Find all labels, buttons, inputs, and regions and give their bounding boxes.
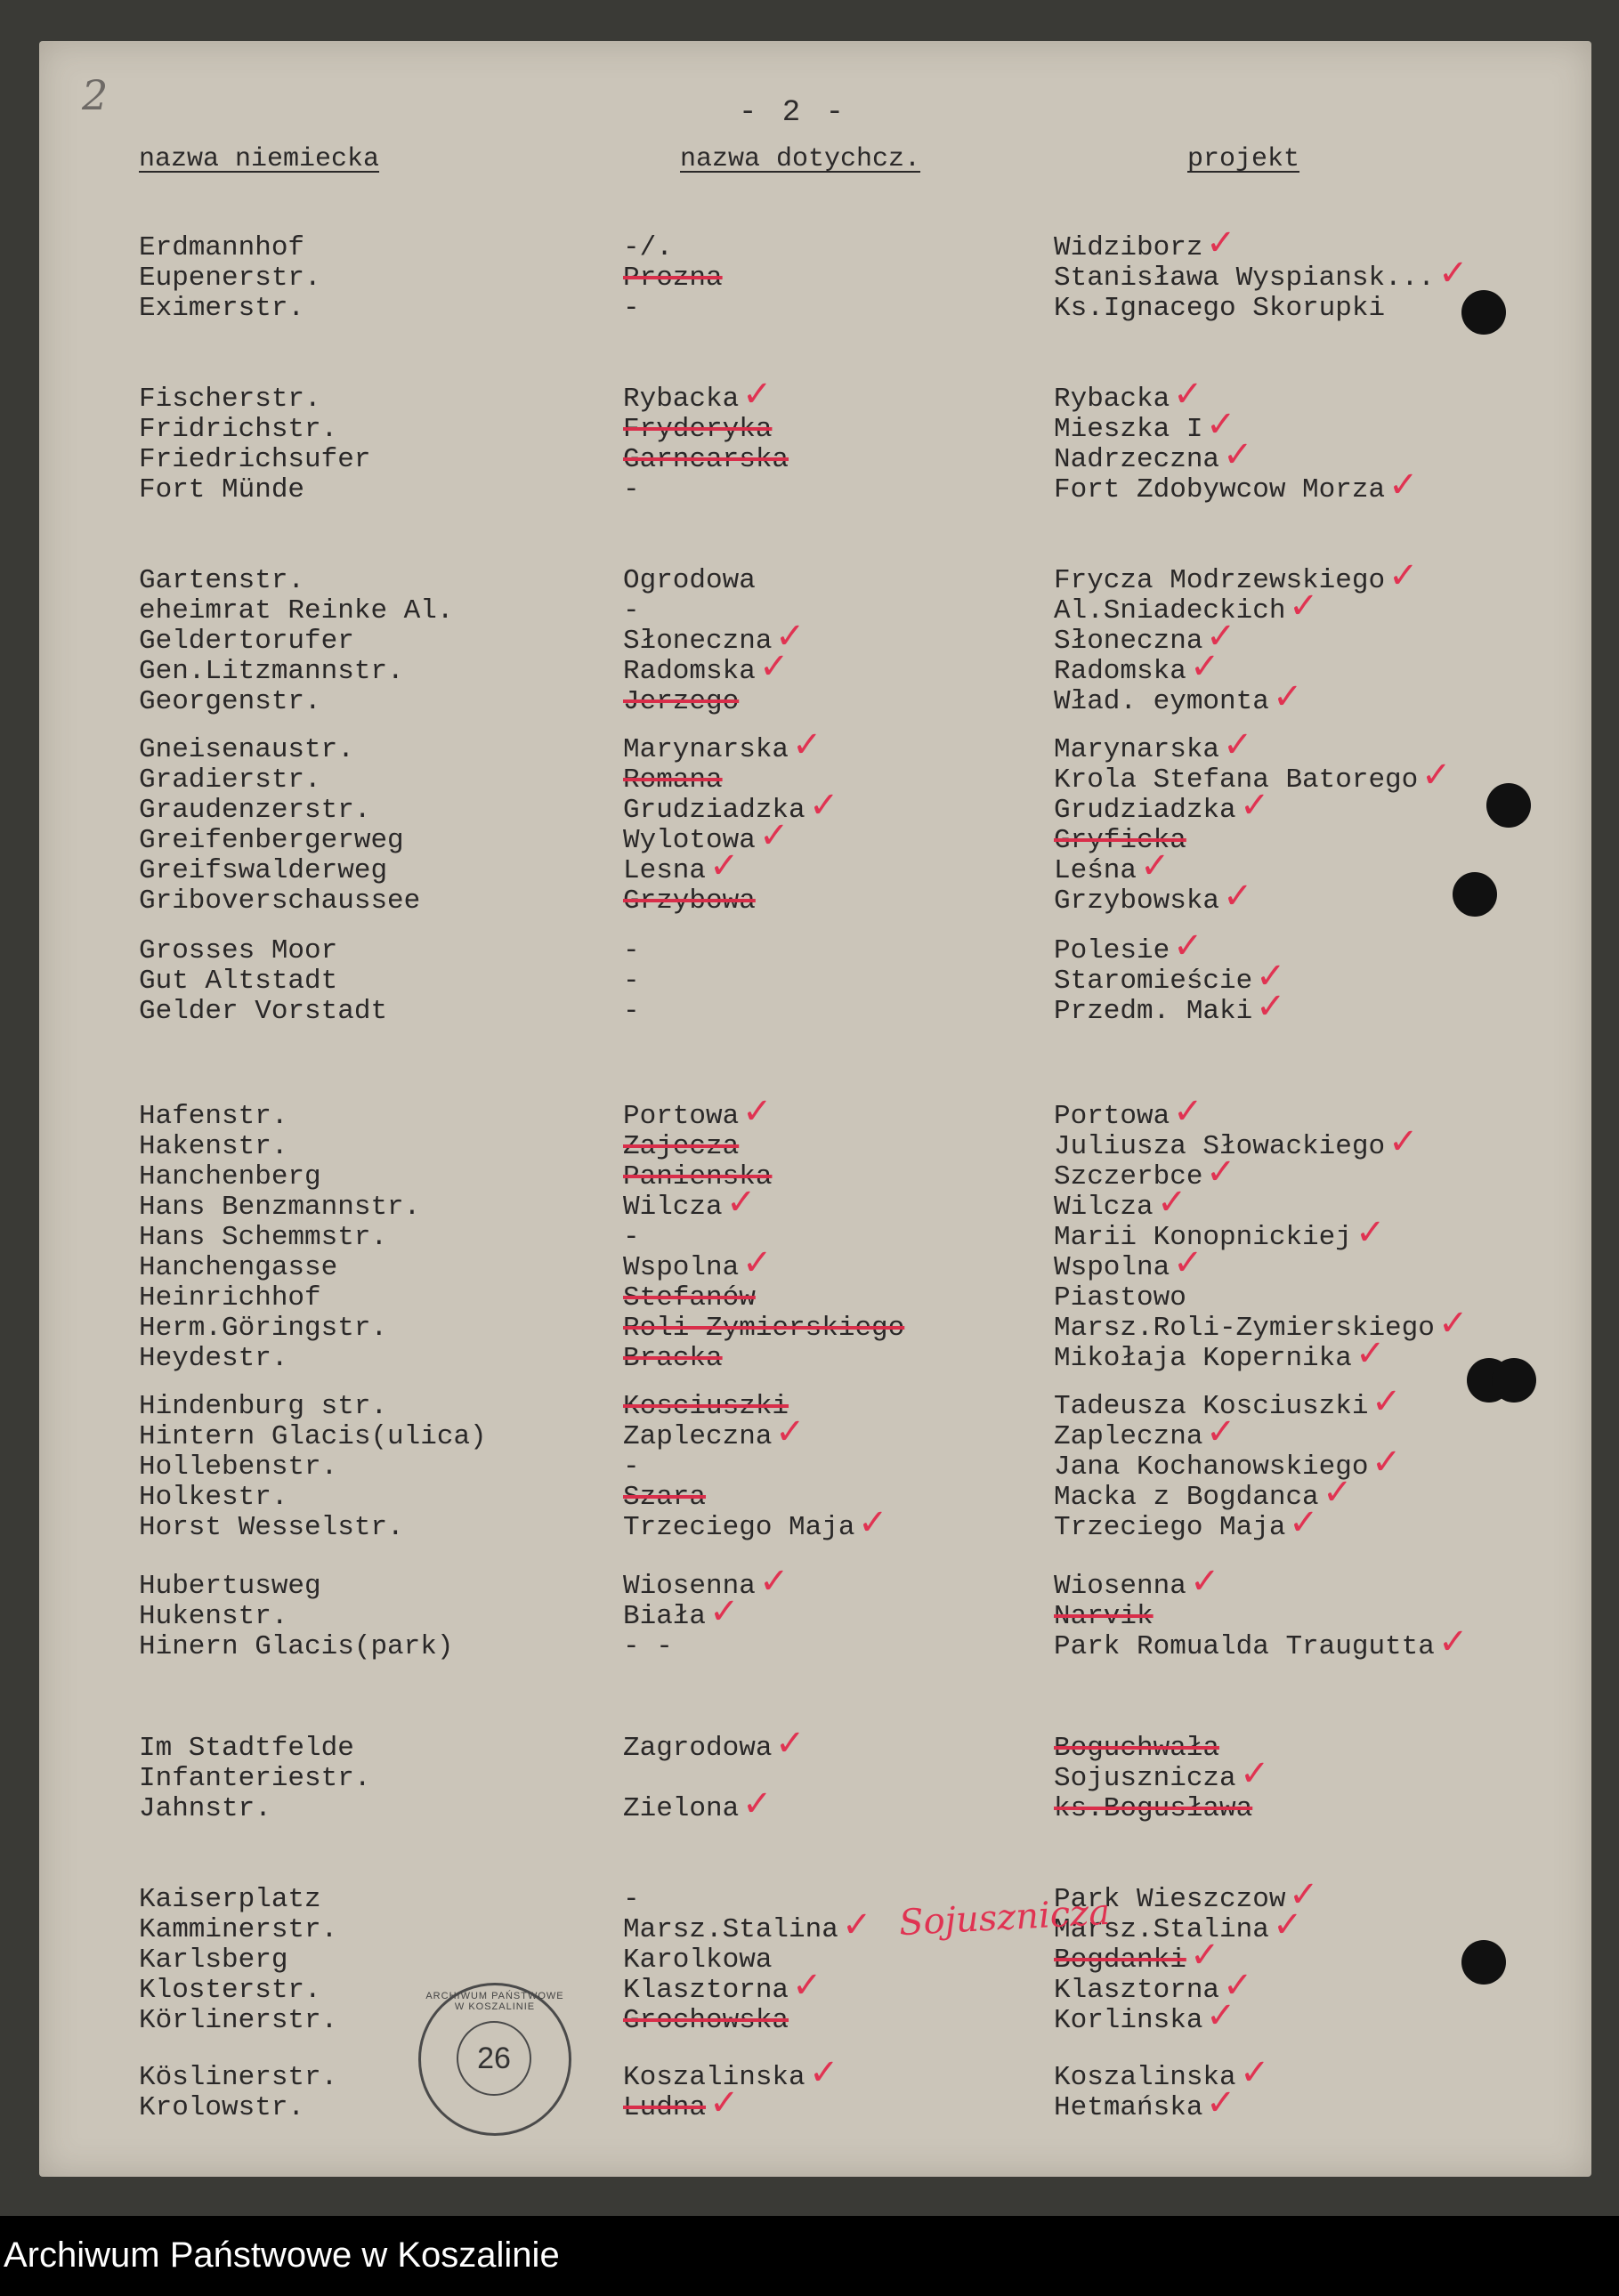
project-name-cell: Ks.Ignacego Skorupki xyxy=(1054,293,1386,324)
german-name-cell: Herm.Göringstr. xyxy=(139,1313,388,1344)
previous-name-cell: Roli Zymierskiego xyxy=(623,1313,905,1344)
checkmark-icon: ✓ xyxy=(775,1411,805,1452)
project-name-cell: Polesie xyxy=(1054,935,1170,966)
checkmark-icon: ✓ xyxy=(759,815,789,856)
previous-name-cell: Jerzego xyxy=(623,686,740,717)
punch-hole xyxy=(1453,872,1497,917)
german-name-cell: Klosterstr. xyxy=(139,1975,321,2006)
project-name-cell: Wiosenna xyxy=(1054,1571,1186,1602)
project-name-cell: Wilcza xyxy=(1054,1192,1154,1223)
german-name-cell: Gneisenaustr. xyxy=(139,734,354,765)
previous-name-cell: Panienska xyxy=(623,1161,773,1192)
project-name-cell: Radomska xyxy=(1054,656,1186,687)
project-name-cell: Wład. eymonta xyxy=(1054,686,1269,717)
checkmark-icon: ✓ xyxy=(709,2082,740,2123)
page-number: - 2 - xyxy=(739,96,848,130)
german-name-cell: Fridrichstr. xyxy=(139,414,338,445)
previous-name-cell: - - xyxy=(623,1631,673,1662)
previous-name-cell: Grudziadzka xyxy=(623,795,805,826)
checkmark-icon: ✓ xyxy=(1173,1242,1203,1283)
checkmark-icon: ✓ xyxy=(1240,785,1270,826)
previous-name-cell: - xyxy=(623,1222,640,1253)
footer-caption: Archiwum Państwowe w Koszalinie xyxy=(4,2235,560,2275)
project-name-cell: Staromieście xyxy=(1054,966,1253,997)
previous-name-cell: Marsz.Stalina xyxy=(623,1914,838,1945)
german-name-cell: Greifswalderweg xyxy=(139,855,388,886)
project-name-cell: Słoneczna xyxy=(1054,626,1203,657)
project-name-cell: Przedm. Maki xyxy=(1054,996,1253,1027)
checkmark-icon: ✓ xyxy=(1206,222,1236,263)
german-name-cell: Köslinerstr. xyxy=(139,2062,338,2093)
project-name-cell: Park Romualda Traugutta xyxy=(1054,1631,1435,1662)
checkmark-icon: ✓ xyxy=(775,616,805,657)
project-name-cell: Macka z Bogdanca xyxy=(1054,1482,1319,1513)
german-name-cell: Horst Wesselstr. xyxy=(139,1512,404,1543)
project-name-cell: Hetmańska xyxy=(1054,2092,1203,2123)
german-name-cell: Kaiserplatz xyxy=(139,1884,321,1915)
checkmark-icon: ✓ xyxy=(1438,253,1469,294)
previous-name-cell: Koszalinska xyxy=(623,2062,805,2093)
project-name-cell: Fort Zdobywcow Morza xyxy=(1054,474,1386,505)
checkmark-icon: ✓ xyxy=(726,1182,757,1223)
german-name-cell: Kamminerstr. xyxy=(139,1914,338,1945)
checkmark-icon: ✓ xyxy=(742,1242,773,1283)
project-name-cell: Mieszka I xyxy=(1054,414,1203,445)
checkmark-icon: ✓ xyxy=(1388,555,1419,596)
project-name-cell: Park Wieszczow xyxy=(1054,1884,1286,1915)
checkmark-icon: ✓ xyxy=(1190,646,1220,687)
project-name-cell: Nadrzeczna xyxy=(1054,444,1220,475)
checkmark-icon: ✓ xyxy=(1206,1411,1236,1452)
checkmark-icon: ✓ xyxy=(1388,1121,1419,1162)
checkmark-icon: ✓ xyxy=(1206,616,1236,657)
checkmark-icon: ✓ xyxy=(1289,1874,1319,1915)
project-name-cell: Narvik xyxy=(1054,1601,1154,1632)
checkmark-icon: ✓ xyxy=(1190,1561,1220,1602)
checkmark-icon: ✓ xyxy=(1323,1472,1353,1513)
previous-name-cell: Rybacka xyxy=(623,384,740,415)
checkmark-icon: ✓ xyxy=(1173,1091,1203,1132)
previous-name-cell: - xyxy=(623,595,640,627)
previous-name-cell: Portowa xyxy=(623,1101,740,1132)
german-name-cell: Krolowstr. xyxy=(139,2092,305,2123)
stamp-number: 26 xyxy=(457,2021,531,2096)
checkmark-icon: ✓ xyxy=(709,845,740,886)
project-name-cell: Al.Sniadeckich xyxy=(1054,595,1286,627)
german-name-cell: Griboverschaussee xyxy=(139,885,421,917)
checkmark-icon: ✓ xyxy=(1240,1753,1270,1794)
previous-name-cell: Karolkowa xyxy=(623,1944,773,1976)
previous-name-cell: Garncarska xyxy=(623,444,789,475)
previous-name-cell: Bracka xyxy=(623,1343,723,1374)
german-name-cell: Hafenstr. xyxy=(139,1101,288,1132)
project-name-cell: Gryficka xyxy=(1054,825,1186,856)
german-name-cell: Infanteriestr. xyxy=(139,1763,371,1794)
previous-name-cell: Ludna xyxy=(623,2092,707,2123)
previous-name-cell: - xyxy=(623,1451,640,1483)
previous-name-cell: Słoneczna xyxy=(623,626,773,657)
project-name-cell: Widziborz xyxy=(1054,232,1203,263)
previous-name-cell: Prozna xyxy=(623,263,723,294)
stamp-text: ARCHIWUM PAŃSTWOWE W KOSZALINIE xyxy=(425,1991,564,2012)
german-name-cell: Heinrichhof xyxy=(139,1282,321,1314)
checkmark-icon: ✓ xyxy=(1372,1442,1402,1483)
checkmark-icon: ✓ xyxy=(759,1561,789,1602)
punch-hole xyxy=(1486,783,1531,828)
previous-name-cell: Marynarska xyxy=(623,734,789,765)
project-name-cell: Koszalinska xyxy=(1054,2062,1236,2093)
german-name-cell: Eupenerstr. xyxy=(139,263,321,294)
checkmark-icon: ✓ xyxy=(1173,374,1203,415)
german-name-cell: Erdmannhof xyxy=(139,232,305,263)
german-name-cell: Gartenstr. xyxy=(139,565,305,596)
checkmark-icon: ✓ xyxy=(1223,1965,1253,2006)
german-name-cell: Hukenstr. xyxy=(139,1601,288,1632)
checkmark-icon: ✓ xyxy=(1223,724,1253,765)
previous-name-cell: Biała xyxy=(623,1601,707,1632)
project-name-cell: Tadeusza Kosciuszki xyxy=(1054,1391,1369,1422)
project-name-cell: Stanisława Wyspiansk... xyxy=(1054,263,1435,294)
project-name-cell: Portowa xyxy=(1054,1101,1170,1132)
checkmark-icon: ✓ xyxy=(775,1723,805,1764)
checkmark-icon: ✓ xyxy=(1206,1152,1236,1192)
header-project-name: projekt xyxy=(1187,144,1300,174)
project-name-cell: Grudziadzka xyxy=(1054,795,1236,826)
previous-name-cell: Stefanów xyxy=(623,1282,756,1314)
german-name-cell: Hollebenstr. xyxy=(139,1451,338,1483)
archive-stamp xyxy=(418,1983,571,2136)
project-name-cell: Mikołaja Kopernika xyxy=(1054,1343,1352,1374)
punch-hole xyxy=(1461,1940,1506,1985)
checkmark-icon: ✓ xyxy=(1273,676,1303,717)
checkmark-icon: ✓ xyxy=(1223,434,1253,475)
header-previous-name: nazwa dotychcz. xyxy=(680,144,921,174)
german-name-cell: Karlsberg xyxy=(139,1944,288,1976)
previous-name-cell: Lesna xyxy=(623,855,707,886)
checkmark-icon: ✓ xyxy=(809,785,839,826)
header-german-name: nazwa niemiecka xyxy=(139,144,380,174)
checkmark-icon: ✓ xyxy=(1438,1621,1469,1662)
checkmark-icon: ✓ xyxy=(809,2052,839,2093)
checkmark-icon: ✓ xyxy=(742,1091,773,1132)
checkmark-icon: ✓ xyxy=(1190,1935,1220,1976)
german-name-cell: eheimrat Reinke Al. xyxy=(139,595,454,627)
checkmark-icon: ✓ xyxy=(759,646,789,687)
checkmark-icon: ✓ xyxy=(1273,1904,1303,1945)
checkmark-icon: ✓ xyxy=(1223,876,1253,917)
german-name-cell: Georgenstr. xyxy=(139,686,321,717)
german-name-cell: Hubertusweg xyxy=(139,1571,321,1602)
project-name-cell: Zapleczna xyxy=(1054,1421,1203,1452)
punch-hole xyxy=(1461,290,1506,335)
project-name-cell: Bogdanki xyxy=(1054,1944,1186,1976)
german-name-cell: Im Stadtfelde xyxy=(139,1733,354,1764)
previous-name-cell: Grochowska xyxy=(623,2005,789,2036)
checkmark-icon: ✓ xyxy=(1206,404,1236,445)
previous-name-cell: Grzybowa xyxy=(623,885,756,917)
checkmark-icon: ✓ xyxy=(1289,586,1319,627)
previous-name-cell: Zapleczna xyxy=(623,1421,773,1452)
checkmark-icon: ✓ xyxy=(1256,956,1286,997)
german-name-cell: Gradierstr. xyxy=(139,764,321,796)
project-name-cell: Trzeciego Maja xyxy=(1054,1512,1286,1543)
checkmark-icon: ✓ xyxy=(742,374,773,415)
checkmark-icon: ✓ xyxy=(1240,2052,1270,2093)
project-name-cell: Juliusza Słowackiego xyxy=(1054,1131,1386,1162)
checkmark-icon: ✓ xyxy=(858,1502,888,1543)
german-name-cell: Jahnstr. xyxy=(139,1793,271,1824)
german-name-cell: Hanchenberg xyxy=(139,1161,321,1192)
project-name-cell: Rybacka xyxy=(1054,384,1170,415)
checkmark-icon: ✓ xyxy=(1206,1995,1236,2036)
previous-name-cell: Fryderyka xyxy=(623,414,773,445)
checkmark-icon: ✓ xyxy=(1206,2082,1236,2123)
previous-name-cell: - xyxy=(623,474,640,505)
project-name-cell: ks.Bogusława xyxy=(1054,1793,1253,1824)
german-name-cell: Greifenbergerweg xyxy=(139,825,404,856)
german-name-cell: Gelder Vorstadt xyxy=(139,996,388,1027)
checkmark-icon: ✓ xyxy=(1421,755,1452,796)
punch-hole xyxy=(1492,1358,1536,1403)
folio-number: 2 xyxy=(82,71,109,119)
project-name-cell: Grzybowska xyxy=(1054,885,1220,917)
previous-name-cell: - xyxy=(623,996,640,1027)
german-name-cell: Friedrichsufer xyxy=(139,444,371,475)
german-name-cell: Hans Schemmstr. xyxy=(139,1222,388,1253)
project-name-cell: Jana Kochanowskiego xyxy=(1054,1451,1369,1483)
german-name-cell: Eximerstr. xyxy=(139,293,305,324)
german-name-cell: Grosses Moor xyxy=(139,935,338,966)
project-name-cell: Korlinska xyxy=(1054,2005,1203,2036)
german-name-cell: Hintern Glacis(ulica) xyxy=(139,1421,487,1452)
checkmark-icon: ✓ xyxy=(1438,1303,1469,1344)
german-name-cell: Fischerstr. xyxy=(139,384,321,415)
previous-name-cell: Zielona xyxy=(623,1793,740,1824)
checkmark-icon: ✓ xyxy=(1388,465,1419,505)
project-name-cell: Boguchwała xyxy=(1054,1733,1220,1764)
german-name-cell: Hindenburg str. xyxy=(139,1391,388,1422)
previous-name-cell: Szara xyxy=(623,1482,707,1513)
german-name-cell: Gen.Litzmannstr. xyxy=(139,656,404,687)
checkmark-icon: ✓ xyxy=(1173,926,1203,966)
project-name-cell: Leśna xyxy=(1054,855,1137,886)
previous-name-cell: Radomska xyxy=(623,656,756,687)
previous-name-cell: - xyxy=(623,1884,640,1915)
previous-name-cell: Klasztorna xyxy=(623,1975,789,2006)
project-name-cell: Krola Stefana Batorego xyxy=(1054,764,1419,796)
checkmark-icon: ✓ xyxy=(1140,845,1170,886)
checkmark-icon: ✓ xyxy=(1289,1502,1319,1543)
checkmark-icon: ✓ xyxy=(792,724,822,765)
previous-name-cell: Zajecza xyxy=(623,1131,740,1162)
previous-name-cell: - xyxy=(623,935,640,966)
german-name-cell: Holkestr. xyxy=(139,1482,288,1513)
german-name-cell: Hans Benzmannstr. xyxy=(139,1192,421,1223)
project-name-cell: Klasztorna xyxy=(1054,1975,1220,2006)
project-name-cell: Marynarska xyxy=(1054,734,1220,765)
previous-name-cell: Wilcza xyxy=(623,1192,723,1223)
german-name-cell: Heydestr. xyxy=(139,1343,288,1374)
previous-name-cell: Kosciuszki xyxy=(623,1391,789,1422)
german-name-cell: Hanchengasse xyxy=(139,1252,338,1283)
german-name-cell: Körlinerstr. xyxy=(139,2005,338,2036)
checkmark-icon: ✓ xyxy=(792,1965,822,2006)
previous-name-cell: - xyxy=(623,293,640,324)
previous-name-cell: Trzeciego Maja xyxy=(623,1512,855,1543)
project-name-cell: Wspolna xyxy=(1054,1252,1170,1283)
german-name-cell: Hinern Glacis(park) xyxy=(139,1631,454,1662)
checkmark-icon: ✓ xyxy=(1356,1212,1386,1253)
previous-name-cell: Wspolna xyxy=(623,1252,740,1283)
german-name-cell: Fort Münde xyxy=(139,474,305,505)
german-name-cell: Graudenzerstr. xyxy=(139,795,371,826)
project-name-cell: Sojusznicza xyxy=(1054,1763,1236,1794)
project-name-cell: Marsz.Stalina xyxy=(1054,1914,1269,1945)
project-name-cell: Szczerbce xyxy=(1054,1161,1203,1192)
previous-name-cell: - xyxy=(623,966,640,997)
previous-name-cell: -/. xyxy=(623,232,673,263)
project-name-cell: Marsz.Roli-Zymierskiego xyxy=(1054,1313,1435,1344)
previous-name-cell: Romana xyxy=(623,764,723,796)
german-name-cell: Hakenstr. xyxy=(139,1131,288,1162)
checkmark-icon: ✓ xyxy=(1157,1182,1187,1223)
footer-bar xyxy=(0,2216,1619,2296)
checkmark-icon: ✓ xyxy=(1372,1381,1402,1422)
checkmark-icon: ✓ xyxy=(742,1783,773,1824)
project-name-cell: Piastowo xyxy=(1054,1282,1186,1314)
german-name-cell: Geldertorufer xyxy=(139,626,354,657)
previous-name-cell: Zagrodowa xyxy=(623,1733,773,1764)
previous-name-cell: Ogrodowa xyxy=(623,565,756,596)
project-name-cell: Marii Konopnickiej xyxy=(1054,1222,1352,1253)
german-name-cell: Gut Altstadt xyxy=(139,966,338,997)
checkmark-icon: ✓ xyxy=(842,1904,872,1945)
checkmark-icon: ✓ xyxy=(1356,1333,1386,1374)
previous-name-cell: Wiosenna xyxy=(623,1571,756,1602)
project-name-cell: Frycza Modrzewskiego xyxy=(1054,565,1386,596)
handwritten-note: Sojusznicza xyxy=(897,1891,1112,1944)
checkmark-icon: ✓ xyxy=(1256,986,1286,1027)
previous-name-cell: Wylotowa xyxy=(623,825,756,856)
checkmark-icon: ✓ xyxy=(709,1591,740,1632)
